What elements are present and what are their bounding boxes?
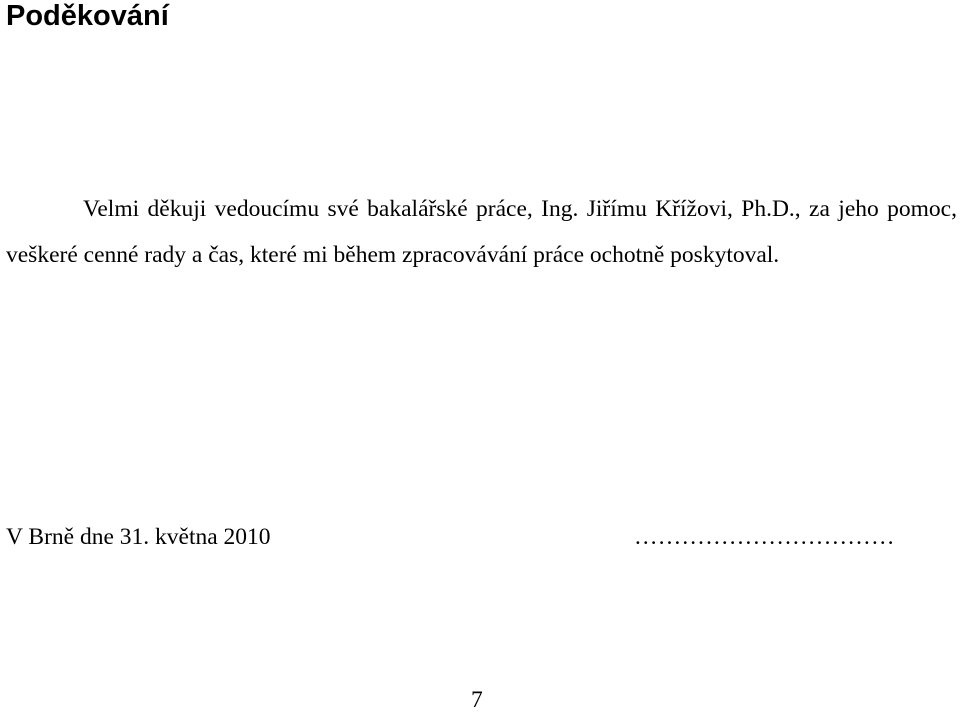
acknowledgement-text: Velmi děkuji vedoucímu své bakalářské práce, Ing. Jiřímu Křížovi, Ph.D., za jeho pomoc, veškeré cenné rady a čas, které mi během zpracovávání práce ochotně poskytoval. bbox=[6, 196, 957, 268]
acknowledgement-paragraph bbox=[6, 186, 957, 278]
place-and-date: V Brně dne 31. května 2010 bbox=[6, 524, 271, 550]
page-heading: Poděkování bbox=[6, 0, 169, 32]
signature-line: …………………………… bbox=[634, 524, 895, 550]
page-number: 7 bbox=[471, 687, 483, 713]
